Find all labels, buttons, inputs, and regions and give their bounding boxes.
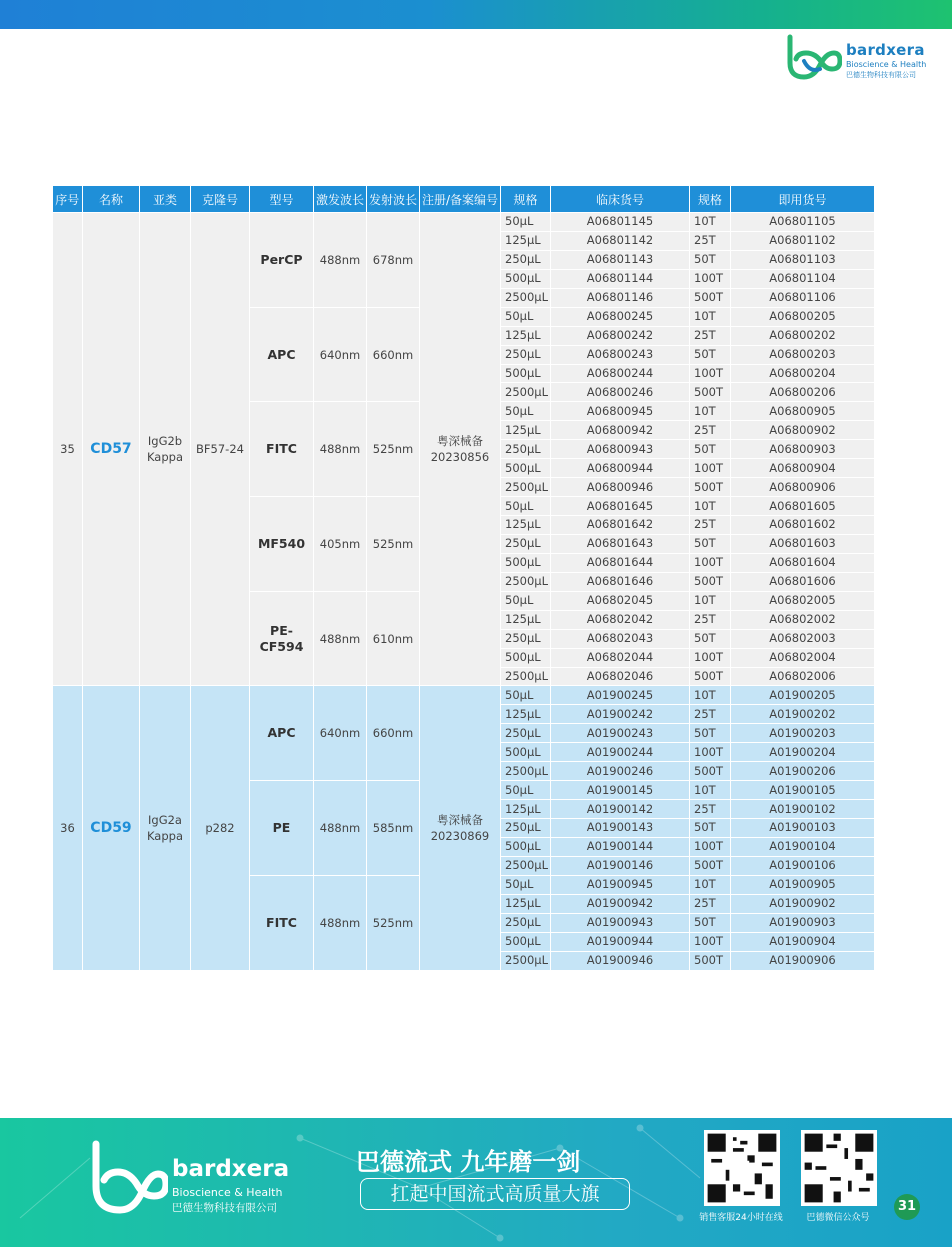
product-table [52, 186, 875, 971]
clinical-catalog-number: A06801645 [551, 497, 690, 516]
ready-catalog-number: A01900902 [731, 894, 875, 913]
column-header: 克隆号 [191, 186, 250, 213]
ready-catalog-number: A01900104 [731, 837, 875, 856]
emission-wavelength: 585nm [367, 781, 420, 876]
excitation-wavelength: 488nm [314, 875, 367, 970]
ready-spec: 10T [690, 781, 731, 800]
clinical-spec: 250μL [501, 913, 551, 932]
sales-qr-code[interactable] [704, 1130, 780, 1206]
clinical-catalog-number: A06801643 [551, 534, 690, 553]
ready-catalog-number: A06802005 [731, 591, 875, 610]
clinical-spec: 250μL [501, 819, 551, 838]
product-number: 35 [53, 213, 83, 686]
clinical-catalog-number: A06800243 [551, 345, 690, 364]
clinical-spec: 250μL [501, 250, 551, 269]
ready-catalog-number: A06800203 [731, 345, 875, 364]
column-header: 亚类 [140, 186, 191, 213]
fluorochrome-type: PE [250, 781, 314, 876]
clinical-catalog-number: A06800242 [551, 326, 690, 345]
clinical-catalog-number: A06801144 [551, 269, 690, 288]
excitation-wavelength: 488nm [314, 591, 367, 686]
bx-logo-icon [784, 33, 842, 81]
clinical-spec: 2500μL [501, 383, 551, 402]
clinical-catalog-number: A06802045 [551, 591, 690, 610]
table-header-row [53, 186, 875, 213]
emission-wavelength: 525nm [367, 875, 420, 970]
ready-spec: 100T [690, 553, 731, 572]
ready-catalog-number: A01900106 [731, 856, 875, 875]
clinical-spec: 125μL [501, 326, 551, 345]
fluorochrome-type: MF540 [250, 497, 314, 592]
ready-catalog-number: A06800206 [731, 383, 875, 402]
ready-spec: 25T [690, 610, 731, 629]
ready-spec: 500T [690, 288, 731, 307]
ready-catalog-number: A01900904 [731, 932, 875, 951]
column-header: 序号 [53, 186, 83, 213]
clinical-spec: 2500μL [501, 288, 551, 307]
ready-spec: 50T [690, 440, 731, 459]
ready-spec: 50T [690, 629, 731, 648]
ready-catalog-number: A01900103 [731, 819, 875, 838]
ready-spec: 500T [690, 856, 731, 875]
clinical-catalog-number: A01900146 [551, 856, 690, 875]
footer-brand-tagline: Bioscience & Health [172, 1186, 283, 1199]
clinical-catalog-number: A06802044 [551, 648, 690, 667]
ready-spec: 25T [690, 800, 731, 819]
clinical-catalog-number: A01900245 [551, 686, 690, 705]
product-subclass: IgG2b Kappa [140, 213, 191, 686]
clinical-spec: 50μL [501, 686, 551, 705]
clinical-catalog-number: A01900244 [551, 743, 690, 762]
clinical-catalog-number: A01900246 [551, 762, 690, 781]
excitation-wavelength: 405nm [314, 497, 367, 592]
ready-catalog-number: A06802003 [731, 629, 875, 648]
ready-catalog-number: A06801603 [731, 534, 875, 553]
clinical-spec: 500μL [501, 553, 551, 572]
ready-spec: 500T [690, 572, 731, 591]
clinical-catalog-number: A01900945 [551, 875, 690, 894]
ready-catalog-number: A01900105 [731, 781, 875, 800]
product-name: CD57 [83, 213, 140, 686]
clinical-spec: 2500μL [501, 951, 551, 970]
clinical-catalog-number: A06801646 [551, 572, 690, 591]
column-header: 注册/备案编号 [420, 186, 501, 213]
ready-catalog-number: A06800906 [731, 478, 875, 497]
product-name: CD59 [83, 686, 140, 970]
fluorochrome-type: APC [250, 307, 314, 402]
ready-spec: 10T [690, 497, 731, 516]
clinical-catalog-number: A06802043 [551, 629, 690, 648]
ready-spec: 10T [690, 686, 731, 705]
ready-catalog-number: A01900204 [731, 743, 875, 762]
ready-spec: 500T [690, 667, 731, 686]
ready-catalog-number: A06800903 [731, 440, 875, 459]
clinical-catalog-number: A06800246 [551, 383, 690, 402]
ready-catalog-number: A01900206 [731, 762, 875, 781]
emission-wavelength: 525nm [367, 497, 420, 592]
column-header: 即用货号 [731, 186, 875, 213]
bx-logo-icon [88, 1140, 168, 1220]
product-clone: p282 [191, 686, 250, 970]
ready-catalog-number: A06802004 [731, 648, 875, 667]
excitation-wavelength: 488nm [314, 402, 367, 497]
clinical-spec: 500μL [501, 648, 551, 667]
ready-spec: 50T [690, 913, 731, 932]
clinical-spec: 2500μL [501, 856, 551, 875]
wechat-qr-caption: 巴德微信公众号 [806, 1213, 870, 1223]
clinical-catalog-number: A01900944 [551, 932, 690, 951]
brand-tagline: Bioscience & Health [846, 60, 927, 69]
product-subclass: IgG2a Kappa [140, 686, 191, 970]
ready-catalog-number: A06801103 [731, 250, 875, 269]
clinical-spec: 50μL [501, 402, 551, 421]
clinical-catalog-number: A06800945 [551, 402, 690, 421]
ready-spec: 100T [690, 364, 731, 383]
ready-catalog-number: A01900906 [731, 951, 875, 970]
footer-slogan-line2: 扛起中国流式高质量大旗 [360, 1178, 630, 1210]
clinical-spec: 2500μL [501, 478, 551, 497]
clinical-catalog-number: A01900142 [551, 800, 690, 819]
ready-spec: 50T [690, 345, 731, 364]
emission-wavelength: 678nm [367, 213, 420, 308]
ready-catalog-number: A06801104 [731, 269, 875, 288]
clinical-catalog-number: A01900243 [551, 724, 690, 743]
table-row [53, 213, 875, 232]
column-header: 规格 [501, 186, 551, 213]
fluorochrome-type: FITC [250, 875, 314, 970]
ready-spec: 50T [690, 534, 731, 553]
ready-spec: 25T [690, 231, 731, 250]
ready-spec: 100T [690, 743, 731, 762]
clinical-spec: 125μL [501, 800, 551, 819]
ready-catalog-number: A01900102 [731, 800, 875, 819]
brand-logo-top [784, 33, 929, 81]
clinical-spec: 250μL [501, 534, 551, 553]
fluorochrome-type: PerCP [250, 213, 314, 308]
ready-catalog-number: A01900202 [731, 705, 875, 724]
clinical-catalog-number: A01900144 [551, 837, 690, 856]
ready-catalog-number: A06800905 [731, 402, 875, 421]
clinical-catalog-number: A01900946 [551, 951, 690, 970]
clinical-spec: 50μL [501, 781, 551, 800]
clinical-catalog-number: A06800944 [551, 459, 690, 478]
clinical-spec: 50μL [501, 875, 551, 894]
clinical-catalog-number: A01900943 [551, 913, 690, 932]
clinical-spec: 125μL [501, 421, 551, 440]
ready-spec: 100T [690, 932, 731, 951]
clinical-spec: 250μL [501, 724, 551, 743]
column-header: 名称 [83, 186, 140, 213]
clinical-spec: 50μL [501, 497, 551, 516]
ready-catalog-number: A01900905 [731, 875, 875, 894]
clinical-catalog-number: A06801644 [551, 553, 690, 572]
ready-catalog-number: A06801605 [731, 497, 875, 516]
clinical-spec: 125μL [501, 894, 551, 913]
emission-wavelength: 525nm [367, 402, 420, 497]
brand-company-cn: 巴德生物科技有限公司 [846, 71, 916, 79]
clinical-catalog-number: A06802046 [551, 667, 690, 686]
ready-spec: 10T [690, 875, 731, 894]
clinical-catalog-number: A06800942 [551, 421, 690, 440]
clinical-spec: 2500μL [501, 572, 551, 591]
ready-catalog-number: A06801604 [731, 553, 875, 572]
clinical-spec: 500μL [501, 269, 551, 288]
ready-spec: 10T [690, 307, 731, 326]
fluorochrome-type: APC [250, 686, 314, 781]
footer-brand-logo [88, 1140, 288, 1230]
emission-wavelength: 660nm [367, 686, 420, 781]
clinical-catalog-number: A01900143 [551, 819, 690, 838]
clinical-spec: 500μL [501, 837, 551, 856]
ready-spec: 10T [690, 213, 731, 232]
clinical-spec: 500μL [501, 743, 551, 762]
footer-slogan-line1: 巴德流式 九年磨一剑 [356, 1148, 581, 1176]
clinical-spec: 500μL [501, 364, 551, 383]
sales-qr-caption: 销售客服24小时在线 [699, 1213, 783, 1223]
ready-spec: 25T [690, 421, 731, 440]
ready-catalog-number: A06801106 [731, 288, 875, 307]
clinical-catalog-number: A01900242 [551, 705, 690, 724]
excitation-wavelength: 640nm [314, 686, 367, 781]
ready-spec: 100T [690, 459, 731, 478]
ready-catalog-number: A06801105 [731, 213, 875, 232]
ready-spec: 500T [690, 762, 731, 781]
product-clone: BF57-24 [191, 213, 250, 686]
ready-spec: 25T [690, 326, 731, 345]
ready-catalog-number: A06800202 [731, 326, 875, 345]
column-header: 型号 [250, 186, 314, 213]
table-row [53, 686, 875, 705]
column-header: 临床货号 [551, 186, 690, 213]
product-number: 36 [53, 686, 83, 970]
clinical-catalog-number: A06801145 [551, 213, 690, 232]
excitation-wavelength: 640nm [314, 307, 367, 402]
ready-catalog-number: A06800904 [731, 459, 875, 478]
wechat-qr-code[interactable] [801, 1130, 877, 1206]
top-color-bar [0, 0, 952, 29]
ready-catalog-number: A06802002 [731, 610, 875, 629]
ready-catalog-number: A06800205 [731, 307, 875, 326]
clinical-spec: 250μL [501, 440, 551, 459]
excitation-wavelength: 488nm [314, 213, 367, 308]
ready-catalog-number: A06801102 [731, 231, 875, 250]
clinical-spec: 125μL [501, 516, 551, 535]
qr-code-icon [704, 1130, 780, 1206]
ready-spec: 500T [690, 951, 731, 970]
clinical-spec: 50μL [501, 213, 551, 232]
footer-brand-wordmark: bardxera [172, 1156, 290, 1182]
page-number: 31 [894, 1194, 920, 1220]
ready-spec: 500T [690, 383, 731, 402]
ready-spec: 10T [690, 591, 731, 610]
ready-spec: 10T [690, 402, 731, 421]
clinical-catalog-number: A06800244 [551, 364, 690, 383]
clinical-spec: 50μL [501, 591, 551, 610]
footer-banner [0, 1118, 952, 1247]
column-header: 发射波长 [367, 186, 420, 213]
ready-spec: 50T [690, 819, 731, 838]
ready-spec: 100T [690, 648, 731, 667]
ready-catalog-number: A06802006 [731, 667, 875, 686]
ready-catalog-number: A06801606 [731, 572, 875, 591]
clinical-catalog-number: A06801146 [551, 288, 690, 307]
excitation-wavelength: 488nm [314, 781, 367, 876]
clinical-spec: 125μL [501, 705, 551, 724]
ready-spec: 50T [690, 250, 731, 269]
clinical-catalog-number: A06801143 [551, 250, 690, 269]
clinical-spec: 2500μL [501, 762, 551, 781]
fluorochrome-type: FITC [250, 402, 314, 497]
ready-catalog-number: A01900903 [731, 913, 875, 932]
clinical-spec: 2500μL [501, 667, 551, 686]
clinical-spec: 500μL [501, 459, 551, 478]
ready-spec: 25T [690, 894, 731, 913]
emission-wavelength: 610nm [367, 591, 420, 686]
ready-catalog-number: A01900203 [731, 724, 875, 743]
clinical-spec: 250μL [501, 629, 551, 648]
column-header: 规格 [690, 186, 731, 213]
footer-brand-company-cn: 巴德生物科技有限公司 [172, 1202, 277, 1214]
clinical-catalog-number: A06801142 [551, 231, 690, 250]
clinical-catalog-number: A01900942 [551, 894, 690, 913]
clinical-spec: 500μL [501, 932, 551, 951]
registration-number: 粤深械备 20230869 [420, 686, 501, 970]
ready-spec: 100T [690, 269, 731, 288]
ready-spec: 50T [690, 724, 731, 743]
clinical-spec: 125μL [501, 231, 551, 250]
clinical-catalog-number: A06802042 [551, 610, 690, 629]
registration-number: 粤深械备 20230856 [420, 213, 501, 686]
clinical-spec: 50μL [501, 307, 551, 326]
ready-catalog-number: A06801602 [731, 516, 875, 535]
clinical-catalog-number: A01900145 [551, 781, 690, 800]
emission-wavelength: 660nm [367, 307, 420, 402]
ready-spec: 100T [690, 837, 731, 856]
ready-spec: 500T [690, 478, 731, 497]
ready-catalog-number: A01900205 [731, 686, 875, 705]
ready-catalog-number: A06800204 [731, 364, 875, 383]
clinical-catalog-number: A06800245 [551, 307, 690, 326]
ready-catalog-number: A06800902 [731, 421, 875, 440]
ready-spec: 25T [690, 705, 731, 724]
clinical-catalog-number: A06800943 [551, 440, 690, 459]
clinical-catalog-number: A06800946 [551, 478, 690, 497]
fluorochrome-type: PE-CF594 [250, 591, 314, 686]
qr-code-icon [801, 1130, 877, 1206]
ready-spec: 25T [690, 516, 731, 535]
column-header: 激发波长 [314, 186, 367, 213]
brand-wordmark: bardxera [846, 41, 925, 59]
clinical-spec: 125μL [501, 610, 551, 629]
clinical-catalog-number: A06801642 [551, 516, 690, 535]
clinical-spec: 250μL [501, 345, 551, 364]
